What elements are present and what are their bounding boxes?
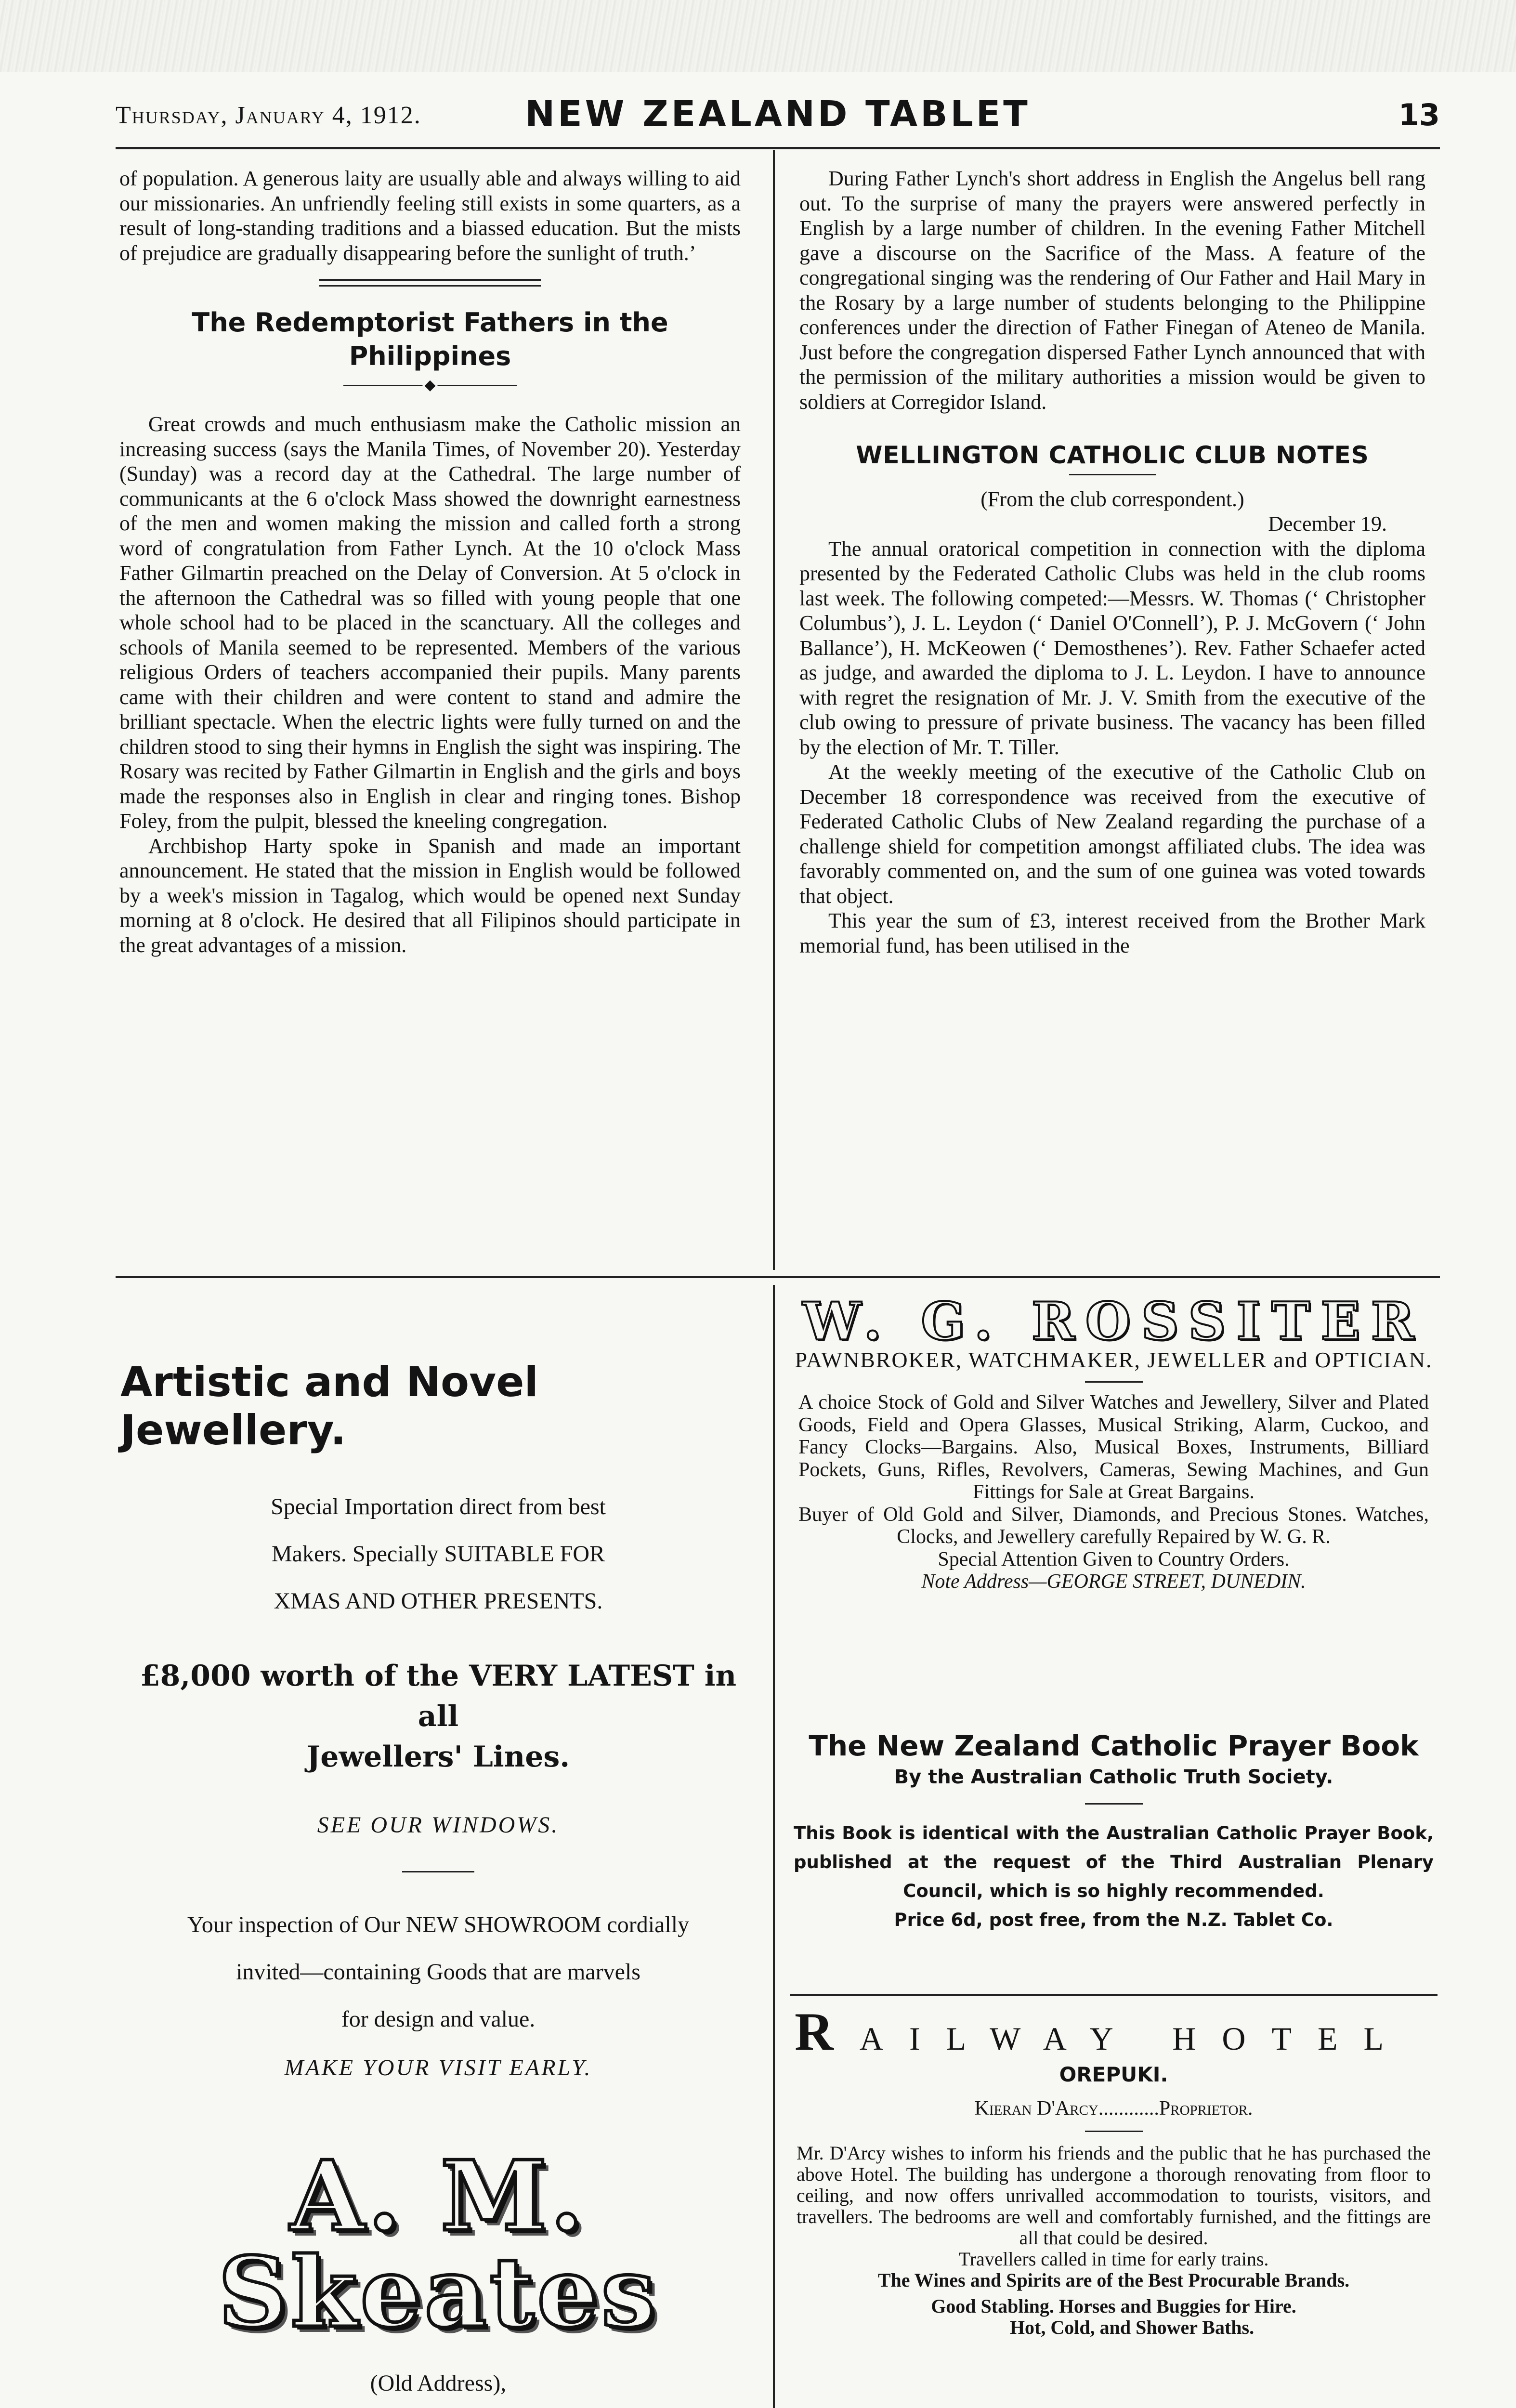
club-notes-date: December 19. (1268, 512, 1387, 536)
article-paragraph: During Father Lynch's short address in English the Angelus bell rang out. To the surprise of many the prayers were answered perfectly in English by a large number of children. In the evening Father Mitchell gave a discourse on the Sacrifice of the Mass. A feature of the congregational singing was the rendering of Our Father and Hail Mary in the Rosary by a large number of students belonging to the Philippine conferences under the direction of Father Finegan of Ateneo de Manila. Just before the congregation dispersed Father Lynch announced that with the permission of the military authorities a mission would be given to soldiers at Corregidor Island. (799, 167, 1425, 414)
page-header (116, 91, 1440, 139)
article-continuation: of population. A generous laity are usually able and always willing to aid our missionaries. An unfriendly feeling still exists in some quarters, as a result of long-standing traditions and a biassed education. But the mists of prejudice are gradually disappearing before the sunlight of truth.’ (119, 167, 741, 265)
rossiter-advertisement (790, 1291, 1438, 1593)
ad-line: Your inspection of Our NEW SHOWROOM cordially (187, 1912, 690, 1937)
short-rule (1085, 2131, 1143, 2132)
article-paragraph: Great crowds and much enthusiasm make the Catholic mission an increasing success (says the Manila Times, of November 20). Yesterday (Sunday) was a record day at the Cathedral. The large number of communicants at the 6 o'clock Mass showed the downright earnestness of the men and women making the mission and called forth a strong word of congratulation from Father Lynch. At the 10 o'clock Mass Father Gilmartin preached on the Delay of Conversion. At 5 o'clock in the afternoon the Cathedral was so filled with young people that one whole school had to be placed in the scanctuary. All the colleges and schools of Manila seemed to be represented. Members of the various religious Orders of teachers accompanied their pupils. Many parents came with their children and were content to stand and admire the brilliant spectacle. When the electric lights were fully turned on and the children stood to sing their hymns in English the sight was inspiring. The Rosary was recited by Father Gilmartin in English and the girls and boys made the responses also in English in clear and ringing tones. Bishop Foley, from the pulpit, blessed the kneeling congregation. (119, 412, 741, 833)
masthead-title: NEW ZEALAND TABLET (525, 93, 1031, 135)
right-column (799, 166, 1425, 958)
hotel-name (790, 2002, 1438, 2062)
short-rule (1085, 1381, 1143, 1383)
rossiter-stock: A choice Stock of Gold and Silver Watches and Jewellery, Silver and Plated Goods, Field and Opera Glasses, Musical Striking, Alarm, Cuckoo, and Fancy Clocks—Bargains. Also, Musical Boxes, Instruments, Billiard Pockets, Guns, Rifles, Revolvers, Cameras, Sewing Machines, and Gun Fittings for Sale at Great Bargains. (798, 1391, 1429, 1503)
prayer-book-advertisement (790, 1729, 1438, 1935)
prayer-book-title: The New Zealand Catholic Prayer Book (809, 1729, 1419, 1762)
club-paragraph: This year the sum of £3, interest received from the Brother Mark memorial fund, has been utilised in the (799, 909, 1425, 957)
diamond-ornament-icon: ◆ (422, 378, 437, 393)
ad-visit: MAKE YOUR VISIT EARLY. (284, 2055, 592, 2081)
ad-price-line: Jewellers' Lines. (306, 1740, 570, 1774)
rossiter-country: Special Attention Given to Country Orders. (938, 1548, 1290, 1570)
ad-windows: SEE OUR WINDOWS. (317, 1812, 560, 1838)
hotel-baths: Hot, Cold, and Shower Baths. (1009, 2316, 1255, 2338)
column-divider (773, 150, 775, 1270)
railway-hotel-advertisement (790, 1994, 1438, 2338)
left-column (119, 166, 741, 957)
rossiter-name: W. G. ROSSITER (802, 1291, 1425, 1352)
rossiter-address: Note Address—GEORGE STREET, DUNEDIN. (921, 1570, 1306, 1593)
ad-old-address: (Old Address), (370, 2370, 507, 2396)
prayer-book-price: Price 6d, post free, from the N.Z. Tablet Co. (894, 1910, 1333, 1930)
rossiter-trades: PAWNBROKER, WATCHMAKER, JEWELLER and OPTICIAN. (795, 1348, 1433, 1372)
rossiter-buyer: Buyer of Old Gold and Silver, Diamonds, and Precious Stones. Watches, Clocks, and Jewellery carefully Repaired by W. G. R. (798, 1503, 1429, 1548)
diamond-rule (343, 378, 517, 393)
ads-divider (116, 1276, 1440, 1278)
hotel-wines: The Wines and Spirits are of the Best Procurable Brands. (877, 2269, 1350, 2291)
ad-line: invited—containing Goods that are marvels (236, 1959, 640, 1985)
skeates-logo: A. M. Skeates (218, 2140, 659, 2349)
ad-line: for design and value. (341, 2006, 536, 2032)
header-rule (116, 147, 1440, 149)
short-rule (402, 1871, 474, 1872)
article-paragraph: Archbishop Harty spoke in Spanish and made an important announcement. He stated that the mission in English would be followed by a week's mission in Tagalog, which would be opened next Sunday morning at 8 o'clock. He desired that all Filipinos should participate in the great advantages of a mission. (119, 834, 741, 957)
prayer-book-description: This Book is identical with the Australian Catholic Prayer Book, published at the request of the Third Australian Plenary Council, which is so highly recommended. (794, 1823, 1434, 1901)
short-rule (1085, 1803, 1143, 1805)
ad-headline: Artistic and Novel Jewellery. (120, 1358, 538, 1454)
short-rule (1069, 474, 1156, 475)
club-paragraph: The annual oratorical competition in connection with the diploma presented by the Federated Catholic Clubs was held in the club rooms last week. The following competed:—Messrs. W. Thomas (‘ Christopher Columbus’), J. L. Leydon (‘ Daniel O'Connell’), P. J. McGovern (‘ John Ballance’), H. McKeowen (‘ Demosthenes’). Rev. Father Schaefer acted as judge, and awarded the diploma to J. L. Leydon. I have to announce with regret the resignation of Mr. J. V. Smith from the executive of the club owing to pressure of private business. The vacancy has been filled by the election of Mr. T. Tiller. (799, 537, 1425, 759)
ad-line: XMAS AND OTHER PRESENTS. (274, 1588, 603, 1614)
ads-column-divider (773, 1285, 775, 2408)
jewellery-advertisement (116, 1300, 761, 2408)
page-scan-edge (0, 0, 1516, 72)
club-notes-source: (From the club correspondent.) (980, 487, 1244, 511)
hotel-name-rest: AILWAY HOTEL (859, 2020, 1410, 2057)
hotel-description: Mr. D'Arcy wishes to inform his friends and the public that he has purchased the above Hotel. The building has undergone a thorough renovating from floor to ceiling, and now offers unrivalled accommodation to tourists, visitors, and travellers. The bedrooms are well and comfortably furnished, and the fittings are all that could be desired. (797, 2142, 1431, 2249)
hotel-stabling: Good Stabling. Horses and Buggies for Hire. (931, 2295, 1296, 2317)
page-number: 13 (1398, 97, 1440, 132)
club-paragraph: At the weekly meeting of the executive of the Catholic Club on December 18 correspondence was received from the executive of Federated Catholic Clubs of New Zealand regarding the purchase of a challenge shield for competition amongst affiliated clubs. The idea was favorably commented on, and the sum of one guinea was voted towards that object. (799, 760, 1425, 908)
hotel-proprietor: Kieran D'Arcy............Proprietor. (974, 2097, 1253, 2120)
hotel-trains: Travellers called in time for early trains. (958, 2248, 1269, 2270)
ad-price-block (116, 1656, 761, 1777)
ad-price-line: £8,000 worth of the VERY LATEST in all (140, 1659, 737, 1733)
ad-line: Makers. Specially SUITABLE FOR (271, 1541, 605, 1567)
hotel-initial: R (795, 2002, 860, 2062)
section-double-rule (319, 279, 541, 287)
ad-line: Special Importation direct from best (271, 1494, 606, 1519)
club-notes-title: WELLINGTON CATHOLIC CLUB NOTES (856, 441, 1369, 469)
issue-date: Thursday, January 4, 1912. (116, 102, 421, 129)
article-title: The Redemptorist Fathers in the Philippines (192, 307, 668, 371)
ad-rule (790, 1994, 1438, 1996)
prayer-book-publisher: By the Australian Catholic Truth Society. (894, 1766, 1333, 1788)
hotel-location: OREPUKI. (1059, 2063, 1168, 2086)
